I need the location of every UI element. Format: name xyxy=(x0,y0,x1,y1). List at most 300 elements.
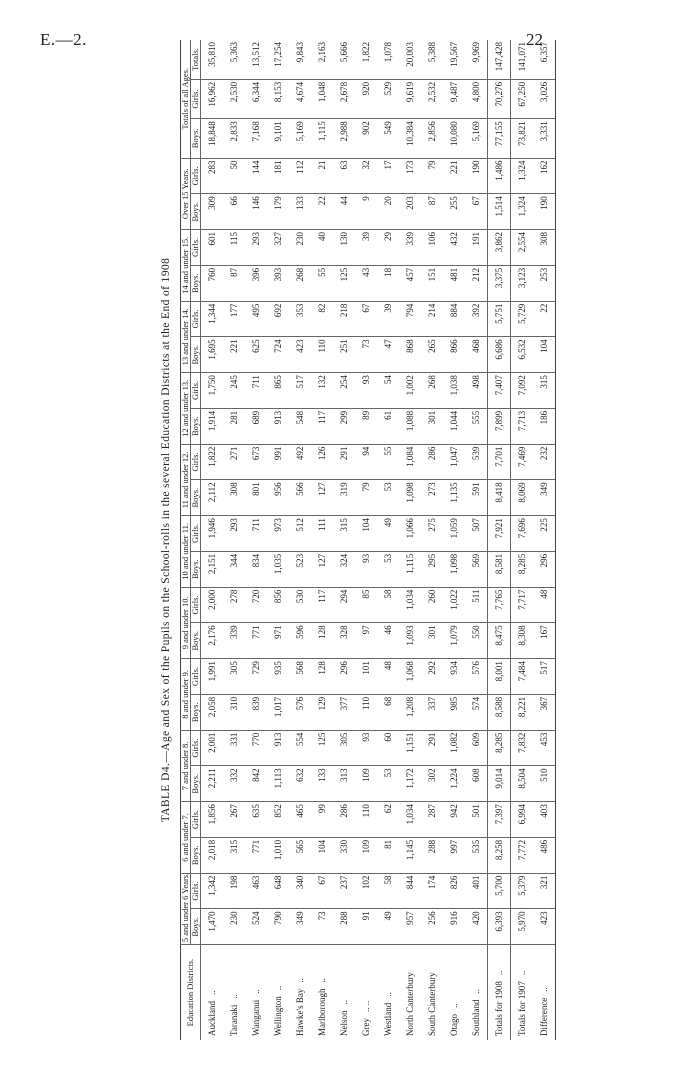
leader-dots: .. xyxy=(383,992,393,997)
district-name-cell xyxy=(267,945,289,1040)
value-cell: 555 xyxy=(465,408,488,444)
district-name: South Canterbury xyxy=(427,972,437,1036)
boys-subheader: Boys. xyxy=(191,694,201,730)
value-cell: 591 xyxy=(465,480,488,516)
value-cell: 85 xyxy=(355,587,377,623)
value-cell: 337 xyxy=(421,694,443,730)
value-cell: 144 xyxy=(245,158,267,194)
value-cell: 319 xyxy=(333,480,355,516)
value-cell: 2,018 xyxy=(201,837,224,873)
value-cell: 2,000 xyxy=(201,587,224,623)
value-cell: 771 xyxy=(245,837,267,873)
value-cell: 125 xyxy=(311,730,333,766)
leader-dots: .. xyxy=(273,985,283,991)
value-cell: 1,514 xyxy=(488,194,511,230)
district-column-header: Education Districts. xyxy=(181,945,201,1040)
value-cell: 2,856 xyxy=(421,119,443,158)
value-cell: 2,530 xyxy=(223,79,245,118)
age-group-header: 11 and under 12. xyxy=(181,444,191,516)
value-cell: 884 xyxy=(443,301,465,337)
value-cell: 7,168 xyxy=(245,119,267,158)
value-cell: 10,080 xyxy=(443,119,465,158)
leader-dots: .. xyxy=(517,970,527,976)
value-cell: 934 xyxy=(443,659,465,695)
value-cell: 7,701 xyxy=(488,444,511,480)
girls-subheader: Girls. xyxy=(191,516,201,552)
value-cell: 7,832 xyxy=(511,730,534,766)
value-cell: 66 xyxy=(223,194,245,230)
value-cell: 101 xyxy=(355,659,377,695)
value-cell: 89 xyxy=(355,408,377,444)
value-cell: 396 xyxy=(245,265,267,301)
table-row xyxy=(267,40,289,1040)
value-cell: 115 xyxy=(223,230,245,266)
value-cell: 9,014 xyxy=(488,766,511,802)
value-cell: 141,071 xyxy=(511,40,534,79)
value-cell: 6,344 xyxy=(245,79,267,118)
value-cell: 535 xyxy=(465,837,488,873)
value-cell: 22 xyxy=(533,301,556,337)
value-cell: 1,115 xyxy=(399,551,421,587)
value-cell: 1,017 xyxy=(267,694,289,730)
value-cell: 47 xyxy=(377,337,399,373)
value-cell: 1,991 xyxy=(201,659,224,695)
district-name-cell xyxy=(443,945,465,1040)
value-cell: 1,342 xyxy=(201,873,224,909)
value-cell: 70,276 xyxy=(488,79,511,118)
value-cell: 9,969 xyxy=(471,42,481,63)
value-cell: 4,674 xyxy=(289,79,311,118)
district-name-cell xyxy=(465,945,488,1040)
value-cell: 2,112 xyxy=(201,480,224,516)
value-cell: 1,093 xyxy=(399,623,421,659)
value-cell: 203 xyxy=(399,194,421,230)
value-cell: 920 xyxy=(355,79,377,118)
value-cell: 53 xyxy=(377,480,399,516)
value-cell: 332 xyxy=(223,766,245,802)
value-cell: 58 xyxy=(377,587,399,623)
value-cell: 7,407 xyxy=(488,373,511,409)
value-cell: 991 xyxy=(267,444,289,480)
value-cell: 1,115 xyxy=(311,119,333,158)
value-cell: 20,003 xyxy=(405,42,415,67)
value-cell: 834 xyxy=(245,551,267,587)
boys-subheader: Boys. xyxy=(191,194,201,230)
value-cell: 511 xyxy=(465,587,488,623)
value-cell: 7,397 xyxy=(488,802,511,838)
value-cell: 916 xyxy=(443,909,465,945)
leader-dots: .. xyxy=(317,978,327,983)
value-cell: 985 xyxy=(443,694,465,730)
district-name-cell xyxy=(377,945,399,1040)
value-cell: 566 xyxy=(289,480,311,516)
value-cell: 1,066 xyxy=(399,516,421,552)
value-cell: 20 xyxy=(377,194,399,230)
value-cell: 110 xyxy=(311,337,333,373)
value-cell: 50 xyxy=(223,158,245,194)
value-cell: 7,469 xyxy=(511,444,534,480)
district-name-cell xyxy=(289,945,311,1040)
leader-dots: .. .. xyxy=(361,1000,371,1012)
value-cell: 117 xyxy=(311,408,333,444)
value-cell: 287 xyxy=(421,802,443,838)
value-cell: 110 xyxy=(355,802,377,838)
value-cell: 1,068 xyxy=(399,659,421,695)
age-group-header: 6 and under 7. xyxy=(181,802,191,874)
value-cell: 550 xyxy=(465,623,488,659)
girls-subheader: Girls. xyxy=(191,79,201,118)
value-cell: 3,375 xyxy=(488,265,511,301)
boys-subheader: Boys. xyxy=(191,909,201,945)
value-cell: 826 xyxy=(443,873,465,909)
district-name-cell xyxy=(245,945,267,1040)
value-cell: 8,285 xyxy=(488,730,511,766)
value-cell: 8,308 xyxy=(511,623,534,659)
value-cell: 293 xyxy=(245,230,267,266)
table-row xyxy=(355,40,377,1040)
value-cell: 58 xyxy=(377,873,399,909)
table-row xyxy=(465,40,488,1040)
value-cell: 510 xyxy=(533,766,556,802)
value-cell: 294 xyxy=(333,587,355,623)
value-cell: 102 xyxy=(355,873,377,909)
value-cell: 128 xyxy=(311,623,333,659)
value-cell: 62 xyxy=(377,802,399,838)
leader-dots: .. xyxy=(449,1003,459,1008)
value-cell: 7,921 xyxy=(488,516,511,552)
girls-subheader: Girls. xyxy=(191,230,201,266)
value-cell: 308 xyxy=(223,480,245,516)
value-cell: 565 xyxy=(289,837,311,873)
district-name: Wanganui xyxy=(251,999,261,1036)
value-cell: 3,123 xyxy=(511,265,534,301)
value-cell: 214 xyxy=(421,301,443,337)
value-cell: 44 xyxy=(333,194,355,230)
age-sex-table xyxy=(180,40,556,1040)
district-name: Southland xyxy=(471,999,481,1036)
value-cell: 760 xyxy=(201,265,224,301)
district-name-cell xyxy=(421,945,443,1040)
value-cell: 230 xyxy=(289,230,311,266)
value-cell: 67,250 xyxy=(511,79,534,118)
leader-dots: .. xyxy=(471,988,481,994)
value-cell: 1,224 xyxy=(443,766,465,802)
value-cell: 8,285 xyxy=(511,551,534,587)
district-name-cell xyxy=(311,945,333,1040)
value-cell: 1,946 xyxy=(201,516,224,552)
value-cell: 507 xyxy=(465,516,488,552)
boys-subheader: Boys. xyxy=(191,265,201,301)
district-name-cell xyxy=(399,945,421,1040)
value-cell: 167 xyxy=(533,623,556,659)
value-cell: 327 xyxy=(267,230,289,266)
district-name: Westland xyxy=(383,1002,393,1036)
value-cell: 109 xyxy=(355,766,377,802)
table-row xyxy=(421,40,443,1040)
value-cell: 40 xyxy=(311,230,333,266)
leader-dots: .. xyxy=(229,994,239,999)
value-cell: 2,532 xyxy=(421,79,443,118)
value-cell: 771 xyxy=(245,623,267,659)
value-cell: 1,079 xyxy=(443,623,465,659)
value-cell: 18 xyxy=(377,265,399,301)
table-row xyxy=(399,40,421,1040)
value-cell: 393 xyxy=(267,265,289,301)
value-cell: 942 xyxy=(443,802,465,838)
district-name: Auckland xyxy=(207,1001,217,1036)
value-cell: 127 xyxy=(311,551,333,587)
value-cell: 129 xyxy=(311,694,333,730)
district-name: Difference xyxy=(539,997,549,1036)
value-cell: 8,581 xyxy=(488,551,511,587)
age-group-header: 7 and under 8. xyxy=(181,730,191,802)
value-cell: 308 xyxy=(533,230,556,266)
value-cell: 174 xyxy=(421,873,443,909)
value-cell: 68 xyxy=(377,694,399,730)
value-cell: 299 xyxy=(333,408,355,444)
table-row xyxy=(311,40,333,1040)
value-cell: 971 xyxy=(267,623,289,659)
value-cell: 635 xyxy=(245,802,267,838)
value-cell: 865 xyxy=(267,373,289,409)
header-row-sex xyxy=(191,40,201,1040)
value-cell: 18,848 xyxy=(201,119,224,158)
value-cell: 770 xyxy=(245,730,267,766)
value-cell: 278 xyxy=(223,587,245,623)
value-cell: 245 xyxy=(223,373,245,409)
value-cell: 852 xyxy=(267,802,289,838)
value-cell: 35,810 xyxy=(207,42,217,67)
value-cell: 349 xyxy=(533,480,556,516)
value-cell: 517 xyxy=(533,659,556,695)
value-cell: 93 xyxy=(355,373,377,409)
value-cell: 81 xyxy=(377,837,399,873)
value-cell: 608 xyxy=(465,766,488,802)
value-cell: 601 xyxy=(201,230,224,266)
value-cell: 260 xyxy=(421,587,443,623)
value-cell: 463 xyxy=(245,873,267,909)
value-cell: 111 xyxy=(311,516,333,552)
value-cell: 117 xyxy=(311,587,333,623)
value-cell: 5,388 xyxy=(427,42,437,63)
value-cell: 91 xyxy=(355,909,377,945)
value-cell: 53 xyxy=(377,766,399,802)
table-row xyxy=(511,40,534,1040)
value-cell: 198 xyxy=(223,873,245,909)
girls-subheader: Girls. xyxy=(191,730,201,766)
value-cell: 692 xyxy=(267,301,289,337)
table-row xyxy=(223,40,245,1040)
value-cell: 6,532 xyxy=(511,337,534,373)
rotated-table-region xyxy=(160,40,700,1040)
leader-dots: .. xyxy=(339,1000,349,1005)
value-cell: 1,098 xyxy=(443,551,465,587)
value-cell: 569 xyxy=(465,551,488,587)
value-cell: 212 xyxy=(465,265,488,301)
value-cell: 344 xyxy=(223,551,245,587)
value-cell: 711 xyxy=(245,516,267,552)
value-cell: 457 xyxy=(399,265,421,301)
value-cell: 2,163 xyxy=(317,42,327,63)
value-cell: 1,113 xyxy=(267,766,289,802)
page-number: 22 xyxy=(526,30,543,49)
value-cell: 1,034 xyxy=(399,587,421,623)
value-cell: 305 xyxy=(223,659,245,695)
age-group-header: 5 and under 6 Years. xyxy=(181,873,191,945)
value-cell: 267 xyxy=(223,802,245,838)
value-cell: 844 xyxy=(399,873,421,909)
value-cell: 295 xyxy=(421,551,443,587)
value-cell: 255 xyxy=(443,194,465,230)
value-cell: 77,155 xyxy=(488,119,511,158)
value-cell: 79 xyxy=(421,158,443,194)
value-cell: 109 xyxy=(355,837,377,873)
value-cell: 353 xyxy=(289,301,311,337)
girls-subheader: Girls. xyxy=(191,373,201,409)
value-cell: 856 xyxy=(267,587,289,623)
value-cell: 283 xyxy=(201,158,224,194)
value-cell: 191 xyxy=(465,230,488,266)
value-cell: 133 xyxy=(311,766,333,802)
value-cell: 1,208 xyxy=(399,694,421,730)
value-cell: 632 xyxy=(289,766,311,802)
value-cell: 151 xyxy=(421,265,443,301)
value-cell: 524 xyxy=(245,909,267,945)
value-cell: 4,800 xyxy=(465,79,488,118)
value-cell: 1,151 xyxy=(399,730,421,766)
value-cell: 1,048 xyxy=(311,79,333,118)
value-cell: 568 xyxy=(289,659,311,695)
value-cell: 349 xyxy=(289,909,311,945)
value-cell: 1,145 xyxy=(399,837,421,873)
value-cell: 8,588 xyxy=(488,694,511,730)
value-cell: 1,750 xyxy=(201,373,224,409)
value-cell: 190 xyxy=(533,194,556,230)
value-cell: 1,010 xyxy=(267,837,289,873)
value-cell: 576 xyxy=(289,694,311,730)
value-cell: 46 xyxy=(377,623,399,659)
age-group-header: 13 and under 14. xyxy=(181,301,191,373)
value-cell: 1,344 xyxy=(201,301,224,337)
value-cell: 146 xyxy=(245,194,267,230)
value-cell: 1,324 xyxy=(511,194,534,230)
value-cell: 315 xyxy=(333,516,355,552)
value-cell: 130 xyxy=(333,230,355,266)
value-cell: 367 xyxy=(533,694,556,730)
value-cell: 291 xyxy=(421,730,443,766)
boys-subheader: Boys. xyxy=(191,551,201,587)
district-name-cell xyxy=(533,945,556,1040)
leader-dots: .. xyxy=(295,978,305,983)
value-cell: 729 xyxy=(245,659,267,695)
value-cell: 61 xyxy=(377,408,399,444)
leader-dots: .. xyxy=(251,989,261,994)
value-cell: 1,088 xyxy=(399,408,421,444)
value-cell: 256 xyxy=(421,909,443,945)
value-cell: 82 xyxy=(311,301,333,337)
age-group-header: 9 and under 10. xyxy=(181,587,191,659)
district-name: Marlborough xyxy=(317,988,327,1036)
district-name: Nelson xyxy=(339,1010,349,1036)
value-cell: 97 xyxy=(355,623,377,659)
value-cell: 296 xyxy=(333,659,355,695)
value-cell: 576 xyxy=(465,659,488,695)
value-cell: 331 xyxy=(223,730,245,766)
value-cell: 1,059 xyxy=(443,516,465,552)
value-cell: 60 xyxy=(377,730,399,766)
value-cell: 1,856 xyxy=(201,802,224,838)
value-cell: 190 xyxy=(465,158,488,194)
value-cell: 292 xyxy=(421,659,443,695)
value-cell: 1,047 xyxy=(443,444,465,480)
value-cell: 5,729 xyxy=(511,301,534,337)
table-title: TABLE D4.—Age and Sex of the Pupils on the School-rolls in the several Education Districts at the End of 1908 xyxy=(160,257,172,823)
value-cell: 6,686 xyxy=(488,337,511,373)
value-cell: 5,379 xyxy=(511,873,534,909)
value-cell: 2,833 xyxy=(223,119,245,158)
value-cell: 268 xyxy=(421,373,443,409)
girls-subheader: Girls. xyxy=(191,444,201,480)
value-cell: 133 xyxy=(289,194,311,230)
value-cell: 9,619 xyxy=(399,79,421,118)
value-cell: 305 xyxy=(333,730,355,766)
value-cell: 251 xyxy=(333,337,355,373)
girls-subheader: Girls. xyxy=(191,587,201,623)
value-cell: 724 xyxy=(267,337,289,373)
boys-subheader: Boys. xyxy=(191,766,201,802)
value-cell: 340 xyxy=(289,873,311,909)
value-cell: 7,772 xyxy=(511,837,534,873)
value-cell: 110 xyxy=(355,694,377,730)
value-cell: 94 xyxy=(355,444,377,480)
leader-dots: .. xyxy=(207,990,217,995)
value-cell: 268 xyxy=(289,265,311,301)
value-cell: 271 xyxy=(223,444,245,480)
girls-subheader: Girls. xyxy=(191,301,201,337)
district-name-cell xyxy=(355,945,377,1040)
value-cell: 16,962 xyxy=(201,79,224,118)
value-cell: 1,914 xyxy=(201,408,224,444)
value-cell: 73 xyxy=(311,909,333,945)
value-cell: 8,221 xyxy=(511,694,534,730)
leader-dots: .. xyxy=(494,970,504,976)
value-cell: 913 xyxy=(267,408,289,444)
district-name: Grey xyxy=(361,1018,371,1036)
value-cell: 839 xyxy=(245,694,267,730)
value-cell: 1,078 xyxy=(383,42,393,63)
boys-subheader: Boys. xyxy=(191,837,201,873)
value-cell: 301 xyxy=(421,408,443,444)
value-cell: 49 xyxy=(377,909,399,945)
district-name: Taranaki xyxy=(229,1004,239,1036)
table-row xyxy=(201,40,224,1040)
value-cell: 689 xyxy=(245,408,267,444)
value-cell: 127 xyxy=(311,480,333,516)
value-cell: 1,486 xyxy=(488,158,511,194)
value-cell: 8,475 xyxy=(488,623,511,659)
value-cell: 1,034 xyxy=(399,802,421,838)
value-cell: 529 xyxy=(377,79,399,118)
value-cell: 125 xyxy=(333,265,355,301)
value-cell: 13,512 xyxy=(251,42,261,67)
value-cell: 339 xyxy=(223,623,245,659)
value-cell: 609 xyxy=(465,730,488,766)
value-cell: 8,418 xyxy=(488,480,511,516)
value-cell: 55 xyxy=(311,265,333,301)
value-cell: 1,098 xyxy=(399,480,421,516)
district-name: Totals for 1907 xyxy=(517,981,527,1036)
value-cell: 1,695 xyxy=(201,337,224,373)
